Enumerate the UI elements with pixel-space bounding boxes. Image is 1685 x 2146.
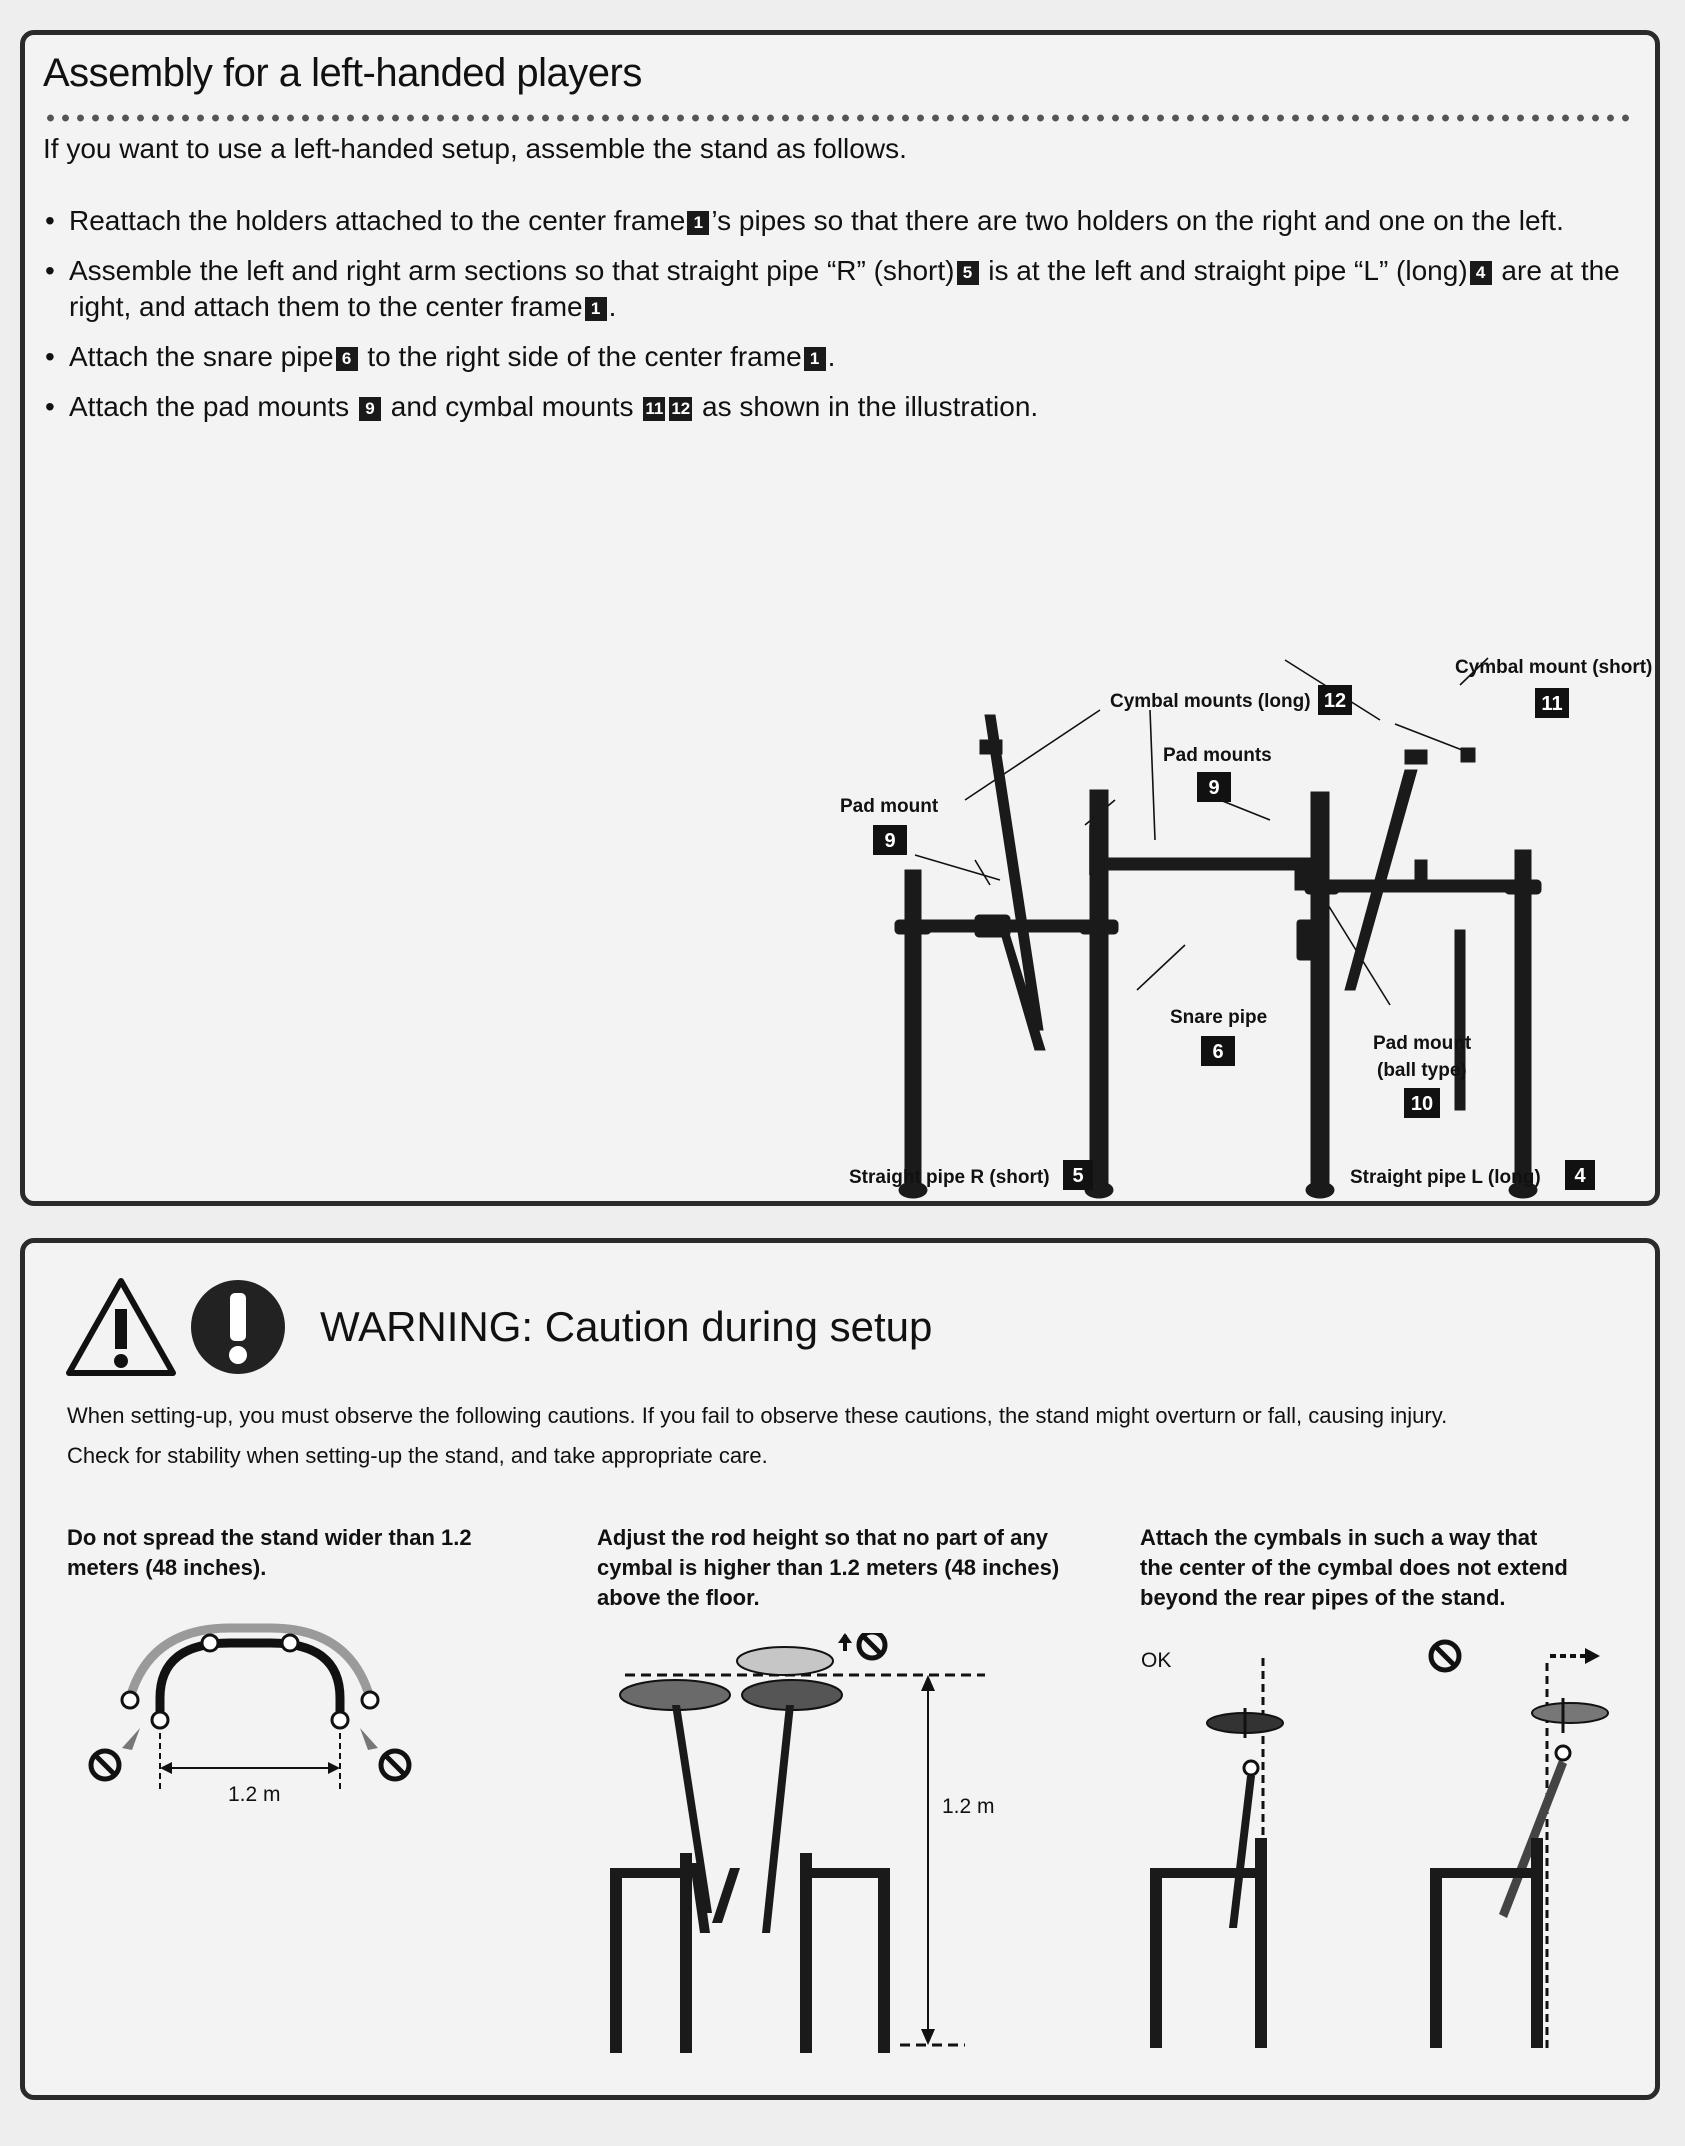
- straight-pipe-l: [1515, 850, 1531, 1185]
- straight-pipe-r: [905, 870, 921, 1185]
- badge-12: 12: [1323, 690, 1347, 712]
- part-number-badge: 1: [804, 347, 826, 371]
- badge-10: 10: [1410, 1093, 1434, 1115]
- label-pad-mount-ball: Pad mount: [1373, 1033, 1472, 1054]
- warning-icon: [63, 1273, 303, 1383]
- snare-pipe-clamp: [1297, 920, 1327, 960]
- instruction-item: • Assemble the left and right arm sections so that straight pipe “R” (short) 5 is at the left and straight pipe “L” (long) 4 are at the right, and attach them to the center frame 1 .: [43, 253, 1653, 325]
- center-right-pipe: [1311, 792, 1329, 1185]
- prohibited-icon: [381, 1751, 409, 1779]
- stand-assembly-diagram: [825, 630, 1665, 1200]
- instruction-item: • Reattach the holders attached to the center frame 1 ’s pipes so that there are two holders on the right and one on the left.: [43, 203, 1653, 239]
- cymbal-height-illustration: [590, 1633, 1010, 2063]
- caution-width-heading: Do not spread the stand wider than 1.2 meters (48 inches).: [67, 1525, 472, 1580]
- cymbal-position-illustration: [1145, 1638, 1625, 2058]
- warning-text-2: Check for stability when setting-up the stand, and take appropriate care.: [67, 1443, 768, 1468]
- width-measure-label: 1.2 m: [228, 1783, 281, 1806]
- badge-5: 5: [1072, 1165, 1084, 1187]
- part-number-badge: 5: [957, 261, 979, 285]
- warning-panel: [20, 1238, 1660, 2100]
- part-number-badge: 6: [336, 347, 358, 371]
- ok-label: OK: [1141, 1649, 1172, 1672]
- prohibited-icon: [91, 1751, 119, 1779]
- stand-width-illustration: [60, 1608, 420, 1808]
- ok-example: [1150, 1658, 1283, 2048]
- label-snare-pipe: Snare pipe: [1170, 1007, 1268, 1028]
- wrong-example: [1430, 1648, 1608, 2048]
- label-pad-mounts: Pad mounts: [1163, 745, 1272, 766]
- badge-9: 9: [884, 830, 896, 852]
- part-number-badge: 1: [585, 297, 607, 321]
- label-cymbal-mount-short: Cymbal mount (short): [1455, 657, 1653, 678]
- prohibited-icon: [1431, 1642, 1459, 1670]
- part-number-badge: 11: [643, 397, 665, 421]
- height-measure-label: 1.2 m: [942, 1795, 995, 1818]
- intro-text: If you want to use a left-handed setup, assemble the stand as follows.: [43, 133, 907, 164]
- part-number-badge: 12: [669, 397, 692, 421]
- badge-4: 4: [1574, 1165, 1586, 1187]
- dotted-divider: [43, 113, 1637, 123]
- label-ball-type: (ball type): [1377, 1060, 1467, 1081]
- center-left-pipe: [1090, 790, 1108, 1185]
- label-straight-pipe-r: Straight pipe R (short): [849, 1167, 1050, 1188]
- warning-title: WARNING: Caution during setup: [320, 1303, 933, 1350]
- label-straight-pipe-l: Straight pipe L (long): [1350, 1167, 1541, 1188]
- section-title: Assembly for a left-handed players: [43, 51, 642, 95]
- label-cymbal-mounts-long: Cymbal mounts (long): [1110, 691, 1311, 712]
- badge-11: 11: [1541, 693, 1563, 715]
- center-frame-bar: [1108, 858, 1311, 870]
- cymbal-mount-short: [1455, 930, 1465, 1110]
- part-number-badge: 1: [687, 211, 709, 235]
- part-number-badge: 4: [1470, 261, 1492, 285]
- label-pad-mount: Pad mount: [840, 796, 939, 817]
- badge-6: 6: [1212, 1041, 1224, 1063]
- warning-text-1: When setting-up, you must observe the following cautions. If you fail to observe these cautions, the stand might overturn or fall, causing injury.: [67, 1403, 1448, 1428]
- instruction-item: • Attach the pad mounts 9 and cymbal mounts 11 12 as shown in the illustration.: [43, 389, 1653, 425]
- instruction-item: • Attach the snare pipe 6 to the right side of the center frame 1 .: [43, 339, 1653, 375]
- part-number-badge: 9: [359, 397, 381, 421]
- prohibited-icon: [859, 1633, 885, 1658]
- caution-height-heading: Adjust the rod height so that no part of any cymbal is higher than 1.2 meters (48 inches) above the floor.: [597, 1525, 1060, 1610]
- badge-9: 9: [1208, 777, 1220, 799]
- assembly-panel: [20, 30, 1660, 1206]
- instruction-list: [43, 203, 1653, 439]
- caution-position-heading: Attach the cymbals in such a way that the center of the cymbal does not extend beyond the rear pipes of the stand.: [1140, 1525, 1568, 1610]
